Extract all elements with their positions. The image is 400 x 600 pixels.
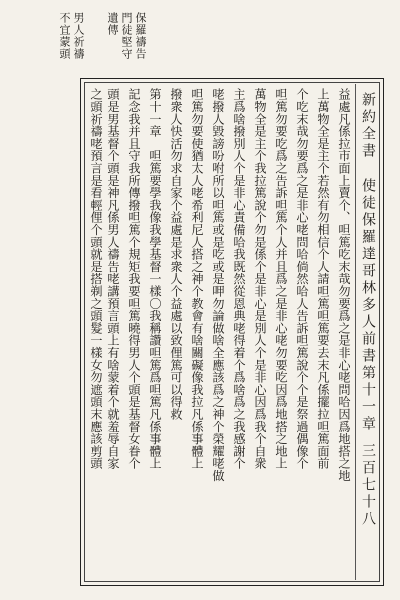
text-column: 撥衆人快活勿求自家个益處是求衆人个益處以致俚篤可以得救 (169, 88, 183, 421)
text-column: 咾撥人毀謗吩咐所以呾篤或是吃或是呷勿論做啥全應該爲之神个榮耀咾做 (211, 88, 225, 482)
text-column: 呾篤勿要使猶太人咾希利尼人搭之神个教會有啥關礙像我拉凡係事體上 (190, 88, 204, 470)
chapter-start-column: 第十一章 呾篤要學我像我學基督一樣〇我稱讚呾篤爲呾篤凡係事體上 (148, 88, 162, 470)
text-column: 个吃末哉勿要爲之是非心咾問哈倘然哈人告訴呾篤說个个是祭過偶像个 (295, 88, 309, 470)
margin-note: 不宜蒙頭 (58, 12, 71, 60)
margin-note: 保羅禱告 (134, 12, 147, 60)
margin-note: 男人祈禱 (72, 12, 85, 60)
margin-note: 門徒堅守 (120, 12, 133, 60)
text-column: 頭是男基督个頭是神凡係男人禱告咾講預言頭上有啥蒙着个就羞辱自家 (106, 88, 120, 470)
text-column: 主爲啥撥別人个是非心責備哈我既然從恩典咾得着个爲啥爲之我感謝个 (232, 88, 246, 470)
text-column: 益處凡係拉市面上賣个、呾篤吃末哉勿要爲之是非心咾問哈因爲地搭之地 (337, 88, 351, 482)
running-header (358, 92, 377, 584)
text-column: 上萬物全是主个若然有勿相信个人請呾篤呾篤要去末凡係擺拉呾篤面前 (316, 88, 330, 470)
book-title: 新約全書 (360, 92, 376, 160)
header-rule (355, 84, 356, 580)
margin-note: 遺傳 (106, 12, 119, 36)
chapter-title: 使徒保羅達哥林多人前書第十一章 (360, 178, 376, 433)
text-column: 記念我并且守我所傳撥呾篤个規矩我要呾篤曉得男人个頭是基督女眷个 (127, 88, 141, 470)
text-column: 萬物全是主个我拉篤說个勿是係个是非心是別人个是非心因爲我个自衆 (253, 88, 267, 470)
page-number: 三百七十八 (360, 443, 376, 528)
text-column: 之頭祈禱咾預言是看輕俚个頭就是搭剃之頭髮一樣女勿遮頭末應該剪頭 (89, 88, 103, 470)
text-column: 呾篤勿要吃爲之告訴呾篤个人并且爲之是非心咾勿要吃因爲地搭之地上 (274, 88, 288, 470)
